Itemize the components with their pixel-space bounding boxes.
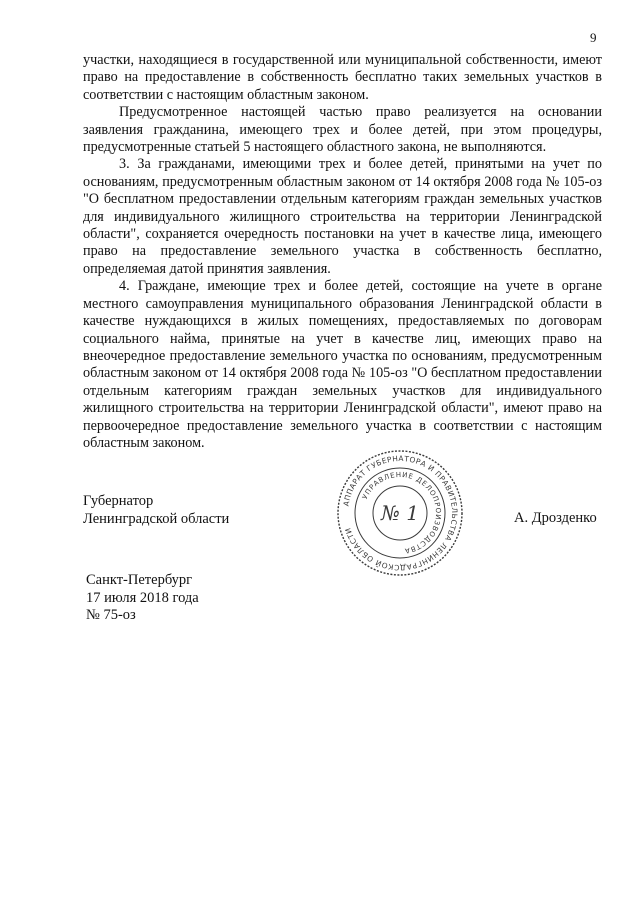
governor-title-line-1: Губернатор (83, 493, 154, 509)
footer-law-number: № 75-оз (86, 607, 136, 623)
footer-city: Санкт-Петербург (86, 572, 193, 588)
svg-text:УПРАВЛЕНИЕ ДЕЛОПРОИЗВОДСТВА: УПРАВЛЕНИЕ ДЕЛОПРОИЗВОДСТВА (361, 470, 443, 555)
official-stamp (335, 448, 465, 578)
svg-text:АППАРАТ ГУБЕРНАТОРА И ПРАВИТЕЛ: АППАРАТ ГУБЕРНАТОРА И ПРАВИТЕЛЬСТВА ЛЕНИНГРАДСКОЙ ОБЛАСТИ (341, 453, 460, 573)
governor-title-line-2: Ленинградской области (83, 511, 230, 527)
law-body-text (83, 52, 602, 452)
paragraph-continuation: участки, находящиеся в государственной или муниципальной собственности, имеют право на предоставление в собственность бесплатно таких земельных участков в соответствии с настоящим областным законом. (83, 52, 602, 103)
footer-date: 17 июля 2018 года (86, 589, 199, 606)
law-footer (86, 572, 199, 625)
paragraph-part-4: 4. Граждане, имеющие трех и более детей, состоящие на учете в органе местного самоуправления муниципального образования Ленинградской области в качестве нуждающихся в жилых помещениях, предоставляемых по договорам социального найма, принятые на учет в качестве лиц, имеющих право на внеочередное предоставление земельного участка по основаниям, предусмотренным областным законом от 14 октября 2008 года № 105-оз "О бесплатном предоставлении отдельным категориям граждан земельных участков для индивидуального жилищного строительства на территории Ленинградской области", имеют право на первоочередное предоставление земельного участка в соответствии с настоящим областным законом. (83, 278, 602, 451)
page-number: 9 (590, 30, 597, 45)
paragraph-part-3: 3. За гражданами, имеющими трех и более детей, принятыми на учет по основаниям, предусмотренным областным законом от 14 октября 2008 года № 105-оз "О бесплатном предоставлении отдельным категориям граждан земельных участков для индивидуального жилищного строительства на территории Ленинградской области", сохраняется очередность постановки на учет в качестве лица, имеющего право на предоставление земельного участка в собственность бесплатно, определяемая датой принятия заявления. (83, 156, 602, 277)
governor-name: А. Дрозденко (514, 510, 597, 526)
paragraph-right-procedure: Предусмотренное настоящей частью право реализуется на основании заявления гражданина, имеющего трех и более детей, при этом процедуры, предусмотренные статьей 5 настоящего областного закона, не выполняются. (83, 104, 602, 156)
governor-title (83, 492, 229, 528)
svg-text:№ 1: № 1 (380, 501, 420, 525)
